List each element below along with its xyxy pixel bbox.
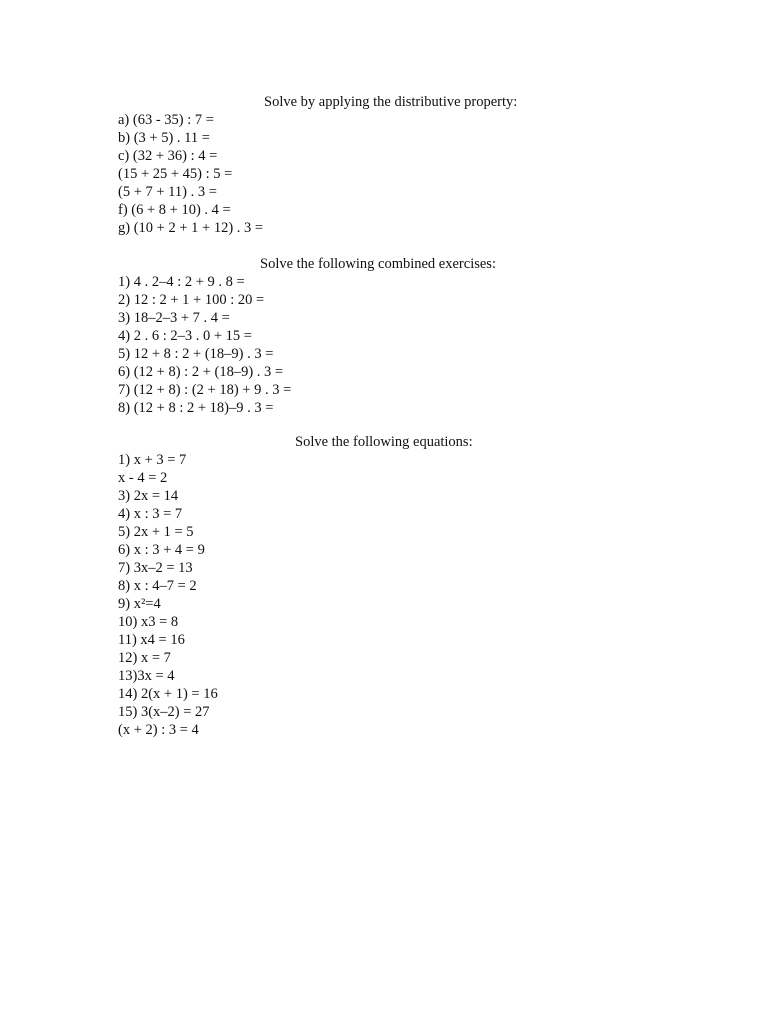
exercise-item: 7) (12 + 8) : (2 + 18) + 9 . 3 = (118, 382, 292, 398)
exercise-list (118, 273, 678, 417)
equation-item: 14) 2(x + 1) = 16 (118, 686, 218, 702)
equation-item: 10) x3 = 8 (118, 614, 179, 630)
equation-item: 9) x²=4 (118, 596, 161, 612)
distributive-property-section (118, 93, 678, 237)
exercise-item: f) (6 + 8 + 10) . 4 = (118, 202, 231, 218)
exercise-item: 2) 12 : 2 + 1 + 100 : 20 = (118, 292, 265, 308)
exercise-item: 4) 2 . 6 : 2–3 . 0 + 15 = (118, 328, 252, 344)
equation-item: 4) x : 3 = 7 (118, 506, 183, 522)
equation-list (118, 451, 678, 739)
exercise-item: b) (3 + 5) . 11 = (118, 130, 210, 146)
exercise-list (118, 111, 678, 237)
equation-item: x - 4 = 2 (118, 470, 168, 486)
equation-item: 13)3x = 4 (118, 668, 175, 684)
equation-item: 7) 3x–2 = 13 (118, 560, 193, 576)
combined-exercises-section (118, 255, 678, 417)
equation-item: 6) x : 3 + 4 = 9 (118, 542, 205, 558)
equation-item: 5) 2x + 1 = 5 (118, 524, 194, 540)
exercise-item: 5) 12 + 8 : 2 + (18–9) . 3 = (118, 346, 274, 362)
equation-item: 11) x4 = 16 (118, 632, 185, 648)
exercise-item: (5 + 7 + 11) . 3 = (118, 184, 217, 200)
equation-item: 12) x = 7 (118, 650, 171, 666)
equation-item: 8) x : 4–7 = 2 (118, 578, 197, 594)
exercise-item: a) (63 - 35) : 7 = (118, 112, 214, 128)
equation-item: (x + 2) : 3 = 4 (118, 722, 199, 738)
section-heading: Solve the following combined exercises: (260, 256, 496, 272)
exercise-item: (15 + 25 + 45) : 5 = (118, 166, 233, 182)
exercise-item: c) (32 + 36) : 4 = (118, 148, 218, 164)
exercise-item: 6) (12 + 8) : 2 + (18–9) . 3 = (118, 364, 284, 380)
section-heading: Solve by applying the distributive property: (264, 94, 518, 110)
exercise-item: g) (10 + 2 + 1 + 12) . 3 = (118, 220, 264, 236)
section-heading: Solve the following equations: (295, 434, 473, 450)
equation-item: 15) 3(x–2) = 27 (118, 704, 210, 720)
exercise-item: 3) 18–2–3 + 7 . 4 = (118, 310, 230, 326)
exercise-item: 8) (12 + 8 : 2 + 18)–9 . 3 = (118, 400, 274, 416)
exercise-item: 1) 4 . 2–4 : 2 + 9 . 8 = (118, 274, 245, 290)
equations-section (118, 433, 678, 739)
equation-item: 3) 2x = 14 (118, 488, 179, 504)
equation-item: 1) x + 3 = 7 (118, 452, 187, 468)
